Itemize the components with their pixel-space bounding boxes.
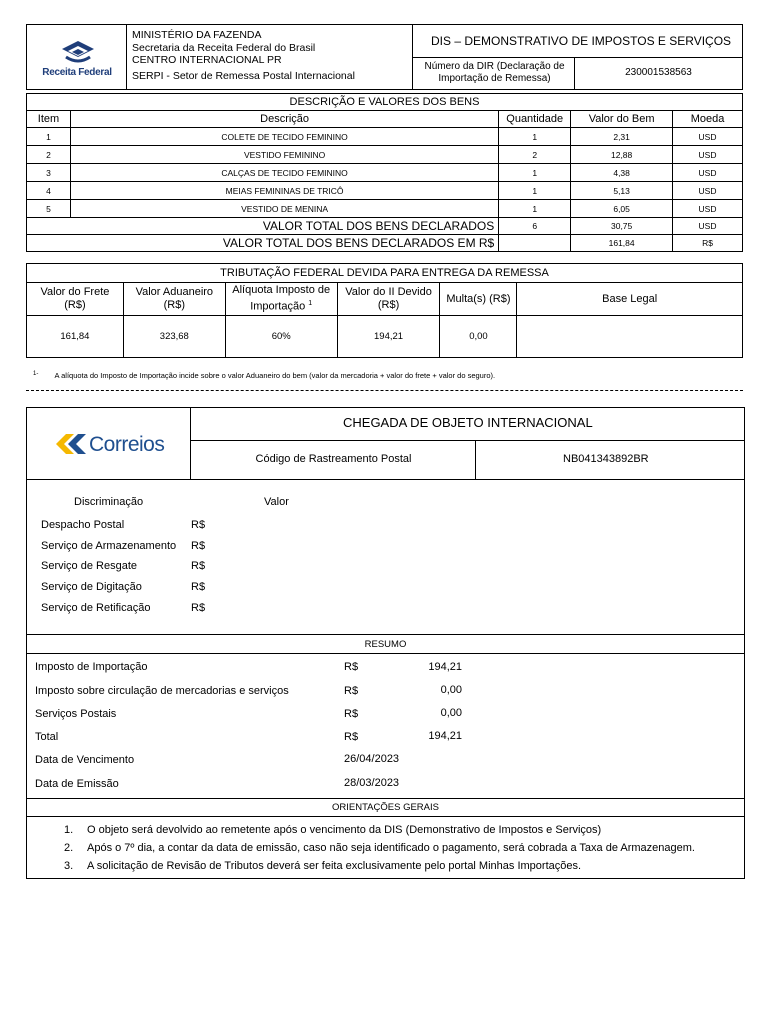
- col-header: Base Legal: [517, 283, 743, 316]
- tracking-label: Código de Rastreamento Postal: [255, 453, 412, 465]
- cell: USD: [673, 200, 743, 218]
- service-label: Serviço de Digitação: [41, 581, 142, 593]
- org-info: [132, 29, 412, 82]
- cell: 2: [499, 146, 571, 164]
- org-line: CENTRO INTERNACIONAL PR: [132, 54, 282, 66]
- summary-currency: R$: [344, 661, 359, 673]
- cell: 194,21: [337, 316, 440, 358]
- total-label: VALOR TOTAL DOS BENS DECLARADOS: [27, 218, 499, 235]
- cell: USD: [673, 164, 743, 182]
- service-label: Serviço de Resgate: [41, 560, 137, 572]
- correios-logo: [27, 408, 191, 479]
- tracking-code-cell: [476, 441, 744, 479]
- cell: USD: [673, 128, 743, 146]
- dir-label-cell: [412, 58, 575, 89]
- footnote-mark: 1: [308, 300, 313, 308]
- correios-title: CHEGADA DE OBJETO INTERNACIONAL: [343, 415, 593, 430]
- summary-title: RESUMO: [364, 639, 407, 650]
- cell: 4: [27, 182, 71, 200]
- col-header: Descrição: [70, 111, 498, 128]
- receita-federal-emblem-icon: [58, 39, 98, 65]
- cell: MEIAS FEMININAS DE TRICÔ: [70, 182, 498, 200]
- summary-label: Data de Vencimento: [35, 754, 135, 766]
- col-header: Multa(s) (R$): [440, 283, 517, 316]
- summary-label: Total: [35, 731, 59, 743]
- cell: 60%: [225, 316, 337, 358]
- col-header: Valor do II Devido (R$): [337, 283, 440, 316]
- summary-label: Imposto sobre circulação de mercadorias e serviços: [35, 685, 289, 697]
- cell: 0,00: [440, 316, 517, 358]
- dir-label: Número da DIR (Declaração de Importação de Remessa): [424, 61, 565, 84]
- col-header: Valor Aduaneiro (R$): [123, 283, 225, 316]
- table-row: [27, 146, 743, 164]
- doc-title-cell: [412, 25, 742, 58]
- col-header: Moeda: [673, 111, 743, 128]
- service-label: Serviço de Retificação: [41, 602, 151, 614]
- summary-value: 194,21: [428, 661, 462, 673]
- summary-label: Imposto de Importação: [35, 661, 148, 673]
- receita-logo-text: Receita Federal: [42, 67, 112, 78]
- summary-date: 28/03/2023: [344, 777, 400, 789]
- cell: 12,88: [571, 146, 673, 164]
- cell: USD: [673, 182, 743, 200]
- cell: 4,38: [571, 164, 673, 182]
- cell: [517, 316, 743, 358]
- correios-title-cell: [191, 408, 744, 441]
- value-header: Valor: [264, 496, 289, 508]
- table-row: [27, 128, 743, 146]
- col-header-aliquota: [225, 283, 337, 316]
- footnote-text: A alíquota do Imposto de Importação incide sobre o valor Aduaneiro do bem (valor da mercadoria + valor do frete + valor do seguro).: [54, 371, 496, 380]
- cell: 323,68: [123, 316, 225, 358]
- summary-value: 0,00: [440, 707, 462, 719]
- summary-label: Serviços Postais: [35, 708, 117, 720]
- summary-value: 0,00: [440, 684, 462, 696]
- service-currency: R$: [191, 519, 206, 531]
- goods-table: [26, 93, 743, 252]
- correios-box: [26, 407, 745, 879]
- goods-title: DESCRIÇÃO E VALORES DOS BENS: [27, 94, 743, 111]
- tracking-label-cell: [191, 441, 476, 479]
- col-header: Valor do Bem: [571, 111, 673, 128]
- correios-logo-text: Correios: [89, 433, 165, 456]
- table-row: [27, 182, 743, 200]
- guidance-title: ORIENTAÇÕES GERAIS: [332, 802, 439, 813]
- cell: 6,05: [571, 200, 673, 218]
- guidance-text: O objeto será devolvido ao remetente após o vencimento da DIS (Demonstrativo de Impostos e Serviços): [87, 824, 602, 836]
- cell: VESTIDO DE MENINA: [70, 200, 498, 218]
- org-line: MINISTÉRIO DA FAZENDA: [132, 29, 262, 41]
- guidance-title-cell: [27, 798, 744, 817]
- cell: 161,84: [27, 316, 124, 358]
- footnote-number: 1-: [33, 371, 39, 377]
- col-header-label: Alíquota Imposto de Importação: [232, 284, 331, 313]
- divider: [27, 479, 744, 480]
- cell: 2,31: [571, 128, 673, 146]
- cell: USD: [673, 146, 743, 164]
- guidance-num: 1.: [64, 824, 74, 836]
- receita-logo: [27, 25, 127, 89]
- total-qty: 6: [499, 218, 571, 235]
- total-currency: USD: [673, 218, 743, 235]
- total-brl-value: 161,84: [571, 235, 673, 252]
- cell: 1: [499, 164, 571, 182]
- doc-title: DIS – DEMONSTRATIVO DE IMPOSTOS E SERVIÇOS: [431, 34, 732, 48]
- total-value: 30,75: [571, 218, 673, 235]
- cell: 2: [27, 146, 71, 164]
- total-brl-label: VALOR TOTAL DOS BENS DECLARADOS EM R$: [27, 235, 499, 252]
- table-row: [27, 200, 743, 218]
- service-currency: R$: [191, 581, 206, 593]
- taxation-title: TRIBUTAÇÃO FEDERAL DEVIDA PARA ENTREGA DA REMESSA: [27, 264, 743, 283]
- cut-line: [26, 390, 743, 391]
- cell: 3: [27, 164, 71, 182]
- org-line: SERPI - Setor de Remessa Postal Internacional: [132, 69, 355, 82]
- total-brl-row: [27, 235, 743, 252]
- service-currency: R$: [191, 560, 206, 572]
- dir-number: 230001538563: [625, 67, 692, 78]
- guidance-text: Após o 7º dia, a contar da data de emissão, caso não seja identificado o pagamento, será cobrada a Taxa de Armazenagem.: [87, 842, 695, 854]
- cell: 1: [499, 128, 571, 146]
- cell: 1: [499, 200, 571, 218]
- summary-label: Data de Emissão: [35, 778, 119, 790]
- cell: 1: [499, 182, 571, 200]
- col-header: Quantidade: [499, 111, 571, 128]
- guidance-text: A solicitação de Revisão de Tributos deverá ser feita exclusivamente pelo portal Minhas Importações.: [87, 860, 582, 872]
- summary-value: 194,21: [428, 730, 462, 742]
- table-row: [27, 164, 743, 182]
- cell: CALÇAS DE TECIDO FEMININO: [70, 164, 498, 182]
- service-currency: R$: [191, 540, 206, 552]
- disc-header: Discriminação: [74, 496, 144, 508]
- summary-date: 26/04/2023: [344, 753, 400, 765]
- summary-title-cell: [27, 634, 744, 654]
- summary-currency: R$: [344, 731, 359, 743]
- service-currency: R$: [191, 602, 206, 614]
- summary-currency: R$: [344, 685, 359, 697]
- tracking-code: NB041343892BR: [563, 453, 649, 465]
- dir-number-cell: [575, 58, 742, 89]
- taxation-table: [26, 263, 743, 358]
- correios-emblem-icon: [54, 433, 88, 455]
- service-label: Despacho Postal: [41, 519, 125, 531]
- header-box: [26, 24, 743, 90]
- org-line: Secretaria da Receita Federal do Brasil: [132, 41, 316, 54]
- guidance-num: 3.: [64, 860, 74, 872]
- col-header: Item: [27, 111, 71, 128]
- summary-currency: R$: [344, 708, 359, 720]
- col-header: Valor do Frete (R$): [27, 283, 124, 316]
- cell: 1: [27, 128, 71, 146]
- cell: VESTIDO FEMININO: [70, 146, 498, 164]
- cell: 5: [27, 200, 71, 218]
- cell: COLETE DE TECIDO FEMININO: [70, 128, 498, 146]
- total-row: [27, 218, 743, 235]
- footnote: [33, 371, 733, 380]
- guidance-num: 2.: [64, 842, 74, 854]
- cell: 5,13: [571, 182, 673, 200]
- service-label: Serviço de Armazenamento: [41, 540, 177, 552]
- total-brl-currency: R$: [673, 235, 743, 252]
